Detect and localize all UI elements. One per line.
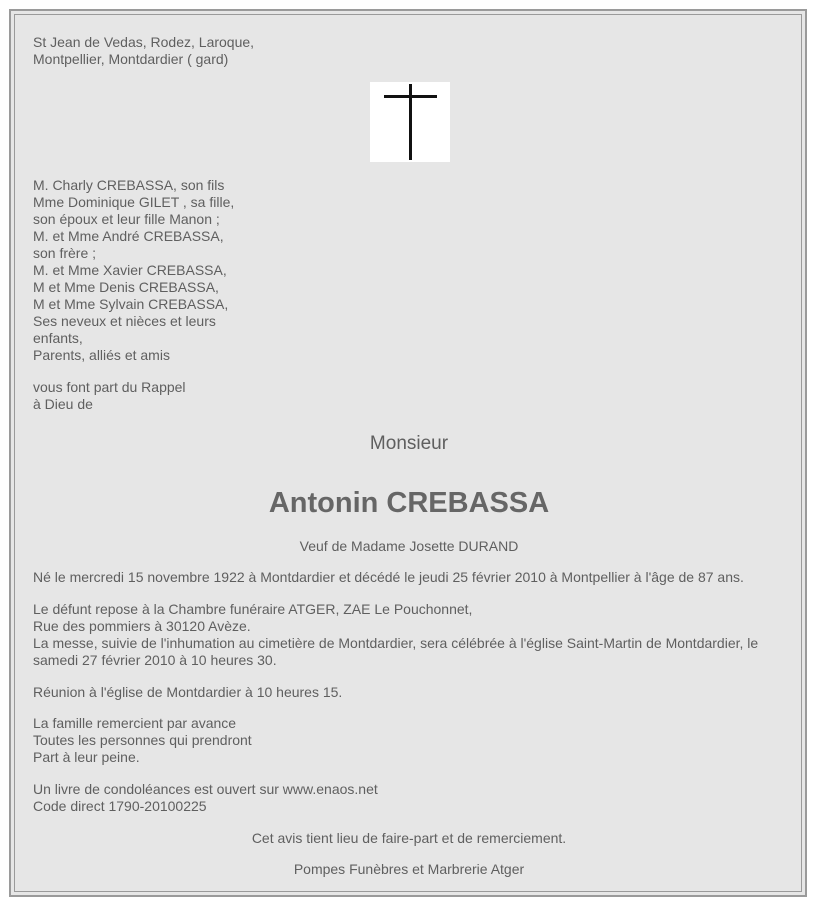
obituary-card [9, 9, 807, 897]
meeting: Réunion à l'église de Montdardier à 10 heures 15. [33, 684, 343, 700]
location-line: Montpellier, Montdardier ( gard) [33, 51, 229, 67]
family-line: son frère ; [33, 245, 97, 261]
announce-line: vous font part du Rappel [33, 379, 186, 395]
condolences-code: Code direct 1790-20100225 [33, 798, 207, 814]
cross-icon [370, 82, 450, 162]
family-line: M. et Mme Xavier CREBASSA, [33, 262, 227, 278]
thanks-line: Toutes les personnes qui prendront [33, 732, 252, 748]
funeral-home: Pompes Funèbres et Marbrerie Atger [293, 861, 525, 877]
thanks-line: Part à leur peine. [33, 749, 140, 765]
funeral-line: La messe, suivie de l'inhumation au cimetière de Montdardier, sera célébrée à l'église Saint-Martin de Montdardier, le samedi 27 février 2010 à 10 heures 30. [33, 635, 759, 668]
obituary-inner-frame [14, 14, 802, 892]
announce-block [33, 379, 793, 413]
condolences-block [33, 781, 793, 815]
deceased-name: Antonin CREBASSA [268, 487, 550, 519]
family-line: M et Mme Denis CREBASSA, [33, 279, 219, 295]
family-list [33, 177, 793, 364]
funeral-line: Le défunt repose à la Chambre funéraire ATGER, ZAE Le Pouchonnet, [33, 601, 473, 617]
widower-of: Veuf de Madame Josette DURAND [299, 538, 519, 554]
funeral-details [33, 601, 789, 669]
honorific: Monsieur [369, 433, 449, 454]
location-line: St Jean de Vedas, Rodez, Laroque, [33, 34, 255, 50]
family-line: Mme Dominique GILET , sa fille, [33, 194, 235, 210]
thanks-line: La famille remercient par avance [33, 715, 237, 731]
thanks-block [33, 715, 793, 766]
family-line: son époux et leur fille Manon ; [33, 211, 220, 227]
notice: Cet avis tient lieu de faire-part et de remerciement. [251, 830, 567, 846]
family-line: M et Mme Sylvain CREBASSA, [33, 296, 229, 312]
family-line: Ses neveux et nièces et leurs [33, 313, 216, 329]
family-line: M. et Mme André CREBASSA, [33, 228, 224, 244]
family-line: Parents, alliés et amis [33, 347, 170, 363]
birth-death: Né le mercredi 15 novembre 1922 à Montdardier et décédé le jeudi 25 février 2010 à Montpellier à l'âge de 87 ans. [33, 569, 744, 585]
funeral-line: Rue des pommiers à 30120 Avèze. [33, 618, 251, 634]
locations-block [33, 34, 793, 68]
family-line: M. Charly CREBASSA, son fils [33, 177, 225, 193]
condolences-line: Un livre de condoléances est ouvert sur www.enaos.net [33, 781, 378, 797]
announce-line: à Dieu de [33, 396, 93, 412]
family-line: enfants, [33, 330, 83, 346]
